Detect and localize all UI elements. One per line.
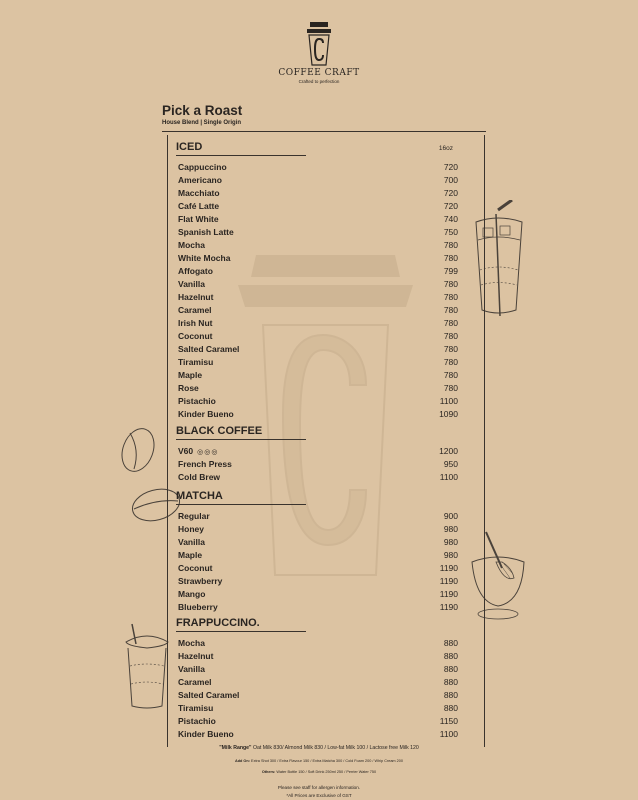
menu-item-row xyxy=(168,536,479,549)
menu-item-name-wrap xyxy=(178,458,232,471)
menu-item-price: 720 xyxy=(443,201,458,211)
menu-item-row xyxy=(168,356,479,369)
menu-item-price: 1100 xyxy=(439,729,458,739)
menu-item-price: 880 xyxy=(443,651,458,661)
menu-item-name-wrap xyxy=(178,728,234,741)
bean-origin-icons: ◎◎◎ xyxy=(197,449,219,456)
menu-item-name: French Press xyxy=(178,459,232,469)
menu-item-row xyxy=(168,213,479,226)
menu-item-name: Spanish Latte xyxy=(178,227,234,237)
menu-item-row xyxy=(168,174,479,187)
menu-item-row xyxy=(168,458,479,471)
menu-item-row xyxy=(168,239,479,252)
menu-item-row xyxy=(168,663,479,676)
menu-item-price: 900 xyxy=(443,511,458,521)
menu-item-name: Vanilla xyxy=(178,537,205,547)
menu-item-name: Salted Caramel xyxy=(178,690,240,700)
menu-item-price: 1190 xyxy=(439,576,458,586)
menu-item-row xyxy=(168,226,479,239)
brand-logo xyxy=(0,22,638,84)
menu-item-price: 1100 xyxy=(439,396,458,406)
menu-item-name-wrap xyxy=(178,689,239,702)
menu-item-price: 780 xyxy=(443,305,458,315)
allergen-note: Please see staff for allergen information. xyxy=(277,785,361,790)
menu-item-row xyxy=(168,265,479,278)
iced-menu-list xyxy=(168,161,479,421)
section-divider xyxy=(176,439,306,440)
matcha-menu-list xyxy=(168,510,479,614)
menu-item-name-wrap xyxy=(178,676,212,689)
menu-item-price: 750 xyxy=(443,227,458,237)
menu-item-name: Coconut xyxy=(178,331,213,341)
menu-item-name-wrap xyxy=(178,291,213,304)
header-divider xyxy=(162,131,486,132)
menu-item-price: 1150 xyxy=(439,716,458,726)
section-title-iced: ICED xyxy=(176,141,203,153)
menu-item-name: Affogato xyxy=(178,266,213,276)
menu-item-name-wrap xyxy=(178,445,218,458)
menu-item-name-wrap xyxy=(178,549,202,562)
menu-item-name-wrap xyxy=(178,278,205,291)
menu-item-price: 880 xyxy=(443,677,458,687)
menu-item-row xyxy=(168,575,479,588)
menu-item-row xyxy=(168,200,479,213)
menu-item-row xyxy=(168,278,479,291)
brand-tagline: Crafted to perfection xyxy=(298,79,340,84)
menu-item-name-wrap xyxy=(178,650,213,663)
menu-item-price: 1100 xyxy=(439,472,458,482)
menu-item-row xyxy=(168,317,479,330)
menu-item-row xyxy=(168,637,479,650)
menu-item-row xyxy=(168,382,479,395)
menu-item-price: 980 xyxy=(443,524,458,534)
menu-item-price: 1190 xyxy=(439,589,458,599)
section-divider xyxy=(176,504,306,505)
menu-item-price: 740 xyxy=(443,214,458,224)
menu-item-name-wrap xyxy=(178,510,210,523)
menu-item-row xyxy=(168,395,479,408)
menu-item-name-wrap xyxy=(178,330,212,343)
menu-item-name: Cappuccino xyxy=(178,162,227,172)
section-title-frappuccino: FRAPPUCCINO. xyxy=(176,617,260,629)
menu-item-name-wrap xyxy=(178,471,220,484)
menu-item-name-wrap xyxy=(178,369,202,382)
menu-item-name: Salted Caramel xyxy=(178,344,240,354)
coffee-cup-logo-icon xyxy=(306,22,332,66)
menu-item-price: 980 xyxy=(443,537,458,547)
size-label: 16oz xyxy=(438,145,453,152)
menu-item-name-wrap xyxy=(178,562,212,575)
menu-item-row xyxy=(168,304,479,317)
menu-item-row xyxy=(168,523,479,536)
menu-item-name: Hazelnut xyxy=(178,292,214,302)
menu-item-price: 950 xyxy=(443,459,458,469)
menu-item-name-wrap xyxy=(178,304,212,317)
section-iced xyxy=(168,140,479,421)
milk-range-label: "Milk Range" xyxy=(219,745,252,751)
menu-item-name: Flat White xyxy=(178,214,219,224)
menu-item-name: Honey xyxy=(178,524,204,534)
menu-item-name-wrap xyxy=(178,702,213,715)
menu-item-row xyxy=(168,161,479,174)
menu-item-row xyxy=(168,588,479,601)
menu-item-price: 780 xyxy=(443,344,458,354)
menu-item-name-wrap xyxy=(178,575,222,588)
others-text: Water Bottle 150 / Soft Drink 250ml 250 / Perrier Water 750 xyxy=(275,770,377,774)
menu-item-price: 780 xyxy=(443,370,458,380)
milk-range-text: Oat Milk 830/ Almond Milk 830 / Low-fat Milk 100 / Lactose free Milk 120 xyxy=(251,745,419,751)
menu-item-row xyxy=(168,510,479,523)
menu-item-name-wrap xyxy=(178,637,205,650)
menu-item-name: Tiramisu xyxy=(178,357,214,367)
menu-item-name-wrap xyxy=(178,395,216,408)
menu-item-name: V60 xyxy=(178,446,194,456)
menu-item-row xyxy=(168,445,479,458)
section-black-coffee xyxy=(168,424,479,484)
add-on-note xyxy=(0,759,638,763)
menu-item-row xyxy=(168,187,479,200)
menu-item-price: 1190 xyxy=(439,602,458,612)
menu-item-row xyxy=(168,562,479,575)
menu-item-name: Irish Nut xyxy=(178,318,213,328)
menu-item-name-wrap xyxy=(178,239,205,252)
others-label: Others: xyxy=(261,770,276,774)
menu-item-row xyxy=(168,676,479,689)
menu-item-name: Macchiato xyxy=(178,188,220,198)
menu-item-name-wrap xyxy=(178,715,216,728)
menu-item-row xyxy=(168,343,479,356)
menu-item-row xyxy=(168,728,479,741)
menu-item-name-wrap xyxy=(178,382,199,395)
menu-item-price: 880 xyxy=(443,664,458,674)
menu-item-name-wrap xyxy=(178,317,212,330)
section-title-matcha: MATCHA xyxy=(176,490,223,502)
menu-item-price: 1090 xyxy=(439,409,458,419)
menu-content xyxy=(168,140,479,741)
menu-item-name: White Mocha xyxy=(178,253,231,263)
menu-item-row xyxy=(168,702,479,715)
section-divider xyxy=(176,631,306,632)
menu-item-name: Mocha xyxy=(178,638,205,648)
menu-item-price: 880 xyxy=(443,690,458,700)
menu-item-name: Caramel xyxy=(178,677,212,687)
menu-item-row xyxy=(168,471,479,484)
menu-item-price: 880 xyxy=(443,703,458,713)
menu-item-name: Regular xyxy=(178,511,210,521)
menu-item-name-wrap xyxy=(178,536,205,549)
menu-item-name: Cold Brew xyxy=(178,472,221,482)
section-matcha xyxy=(168,489,479,614)
menu-item-row xyxy=(168,330,479,343)
menu-item-name: Pistachio xyxy=(178,716,216,726)
menu-item-name: Vanilla xyxy=(178,664,205,674)
black-coffee-menu-list xyxy=(168,445,479,484)
menu-item-price: 780 xyxy=(443,292,458,302)
menu-item-name: Blueberry xyxy=(178,602,218,612)
menu-item-name-wrap xyxy=(178,187,220,200)
menu-item-name: Rose xyxy=(178,383,199,393)
menu-item-row xyxy=(168,252,479,265)
menu-item-price: 780 xyxy=(443,331,458,341)
menu-item-name-wrap xyxy=(178,601,218,614)
menu-item-name: Kinder Bueno xyxy=(178,409,234,419)
menu-item-price: 720 xyxy=(443,162,458,172)
gst-note: *All Prices are Exclusive of GST xyxy=(286,793,352,798)
menu-item-name-wrap xyxy=(178,226,234,239)
menu-item-price: 1200 xyxy=(439,446,458,456)
add-on-label: Add On: xyxy=(235,759,250,763)
menu-item-name-wrap xyxy=(178,161,227,174)
brand-name: COFFEE CRAFT xyxy=(278,68,360,78)
menu-item-name: Hazelnut xyxy=(178,651,214,661)
menu-item-price: 780 xyxy=(443,240,458,250)
frappuccino-sketch-icon xyxy=(122,622,172,710)
menu-item-price: 880 xyxy=(443,638,458,648)
menu-item-row xyxy=(168,689,479,702)
menu-item-price: 799 xyxy=(443,266,458,276)
menu-item-price: 780 xyxy=(443,357,458,367)
others-note xyxy=(0,770,638,774)
milk-range-note xyxy=(0,745,638,751)
menu-item-name: Vanilla xyxy=(178,279,205,289)
menu-item-name: Strawberry xyxy=(178,576,223,586)
menu-right-border xyxy=(484,135,485,747)
menu-item-row xyxy=(168,408,479,421)
menu-item-name: Americano xyxy=(178,175,222,185)
menu-item-price: 980 xyxy=(443,550,458,560)
menu-item-price: 700 xyxy=(443,175,458,185)
menu-item-name: Kinder Bueno xyxy=(178,729,234,739)
menu-item-name-wrap xyxy=(178,588,205,601)
menu-item-name-wrap xyxy=(178,174,222,187)
menu-item-price: 780 xyxy=(443,279,458,289)
menu-item-row xyxy=(168,291,479,304)
menu-item-name: Maple xyxy=(178,550,203,560)
menu-item-name-wrap xyxy=(178,356,213,369)
menu-item-name-wrap xyxy=(178,523,204,536)
menu-item-row xyxy=(168,549,479,562)
menu-item-name: Mocha xyxy=(178,240,205,250)
menu-item-name: Caramel xyxy=(178,305,212,315)
menu-item-name: Mango xyxy=(178,589,206,599)
menu-item-name-wrap xyxy=(178,663,205,676)
section-frappuccino xyxy=(168,616,479,741)
menu-item-name-wrap xyxy=(178,408,234,421)
menu-item-name-wrap xyxy=(178,343,239,356)
menu-item-name: Tiramisu xyxy=(178,703,214,713)
page-subtitle: House Blend | Single Origin xyxy=(162,120,242,126)
menu-item-name: Coconut xyxy=(178,563,213,573)
menu-item-row xyxy=(168,650,479,663)
menu-item-name: Maple xyxy=(178,370,203,380)
menu-item-price: 1190 xyxy=(439,563,458,573)
menu-item-row xyxy=(168,601,479,614)
menu-item-name-wrap xyxy=(178,200,219,213)
menu-item-name-wrap xyxy=(178,265,213,278)
menu-item-row xyxy=(168,715,479,728)
page-title: Pick a Roast xyxy=(162,103,243,118)
frappuccino-menu-list xyxy=(168,637,479,741)
menu-item-price: 780 xyxy=(443,318,458,328)
menu-item-name: Pistachio xyxy=(178,396,216,406)
section-divider xyxy=(176,155,306,156)
menu-item-name-wrap xyxy=(178,213,219,226)
menu-item-name-wrap xyxy=(178,252,230,265)
menu-item-row xyxy=(168,369,479,382)
menu-item-price: 720 xyxy=(443,188,458,198)
section-title-black-coffee: BLACK COFFEE xyxy=(176,425,263,437)
menu-item-price: 780 xyxy=(443,253,458,263)
menu-item-name: Café Latte xyxy=(178,201,220,211)
menu-item-price: 780 xyxy=(443,383,458,393)
add-on-text: Extra Shot 300 / Extra Flavour 150 / Extra Matcha 300 / Cold Foam 200 / Whip Cream 200 xyxy=(249,759,403,763)
